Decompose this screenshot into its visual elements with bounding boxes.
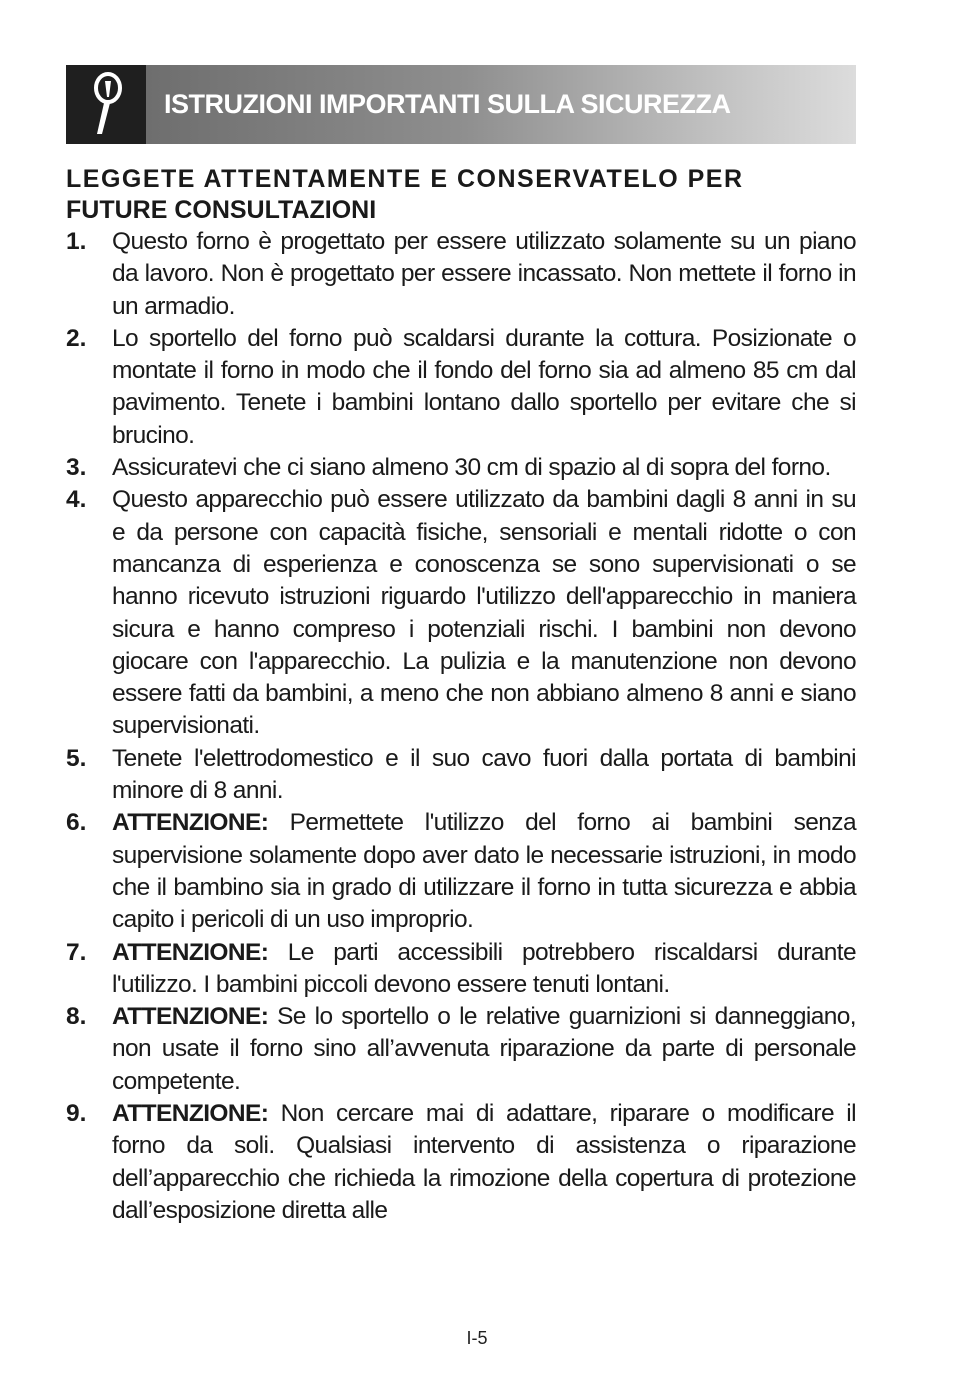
item-number: 6.: [66, 809, 87, 837]
item-text: Questo apparecchio può essere utilizzato da bambini dagli 8 anni in su e da persone con capacità fisiche, sensoriali e mentali ridotte o con mancanza di esperienza e conoscenza se sono supervisionati o se hanno ricevuto istruzioni riguardo l'utilizzo dell'apparecchio in maniera sicura e hanno compreso i potenziali rischi. I bambini non devono giocare con l'apparecchio. La pulizia e la manutenzione non devono essere fatti da bambini, a meno che non abbiano almeno 8 anni e siano supervisionati.: [112, 486, 856, 740]
list-item: [66, 1001, 856, 1098]
item-number: 2.: [66, 324, 87, 352]
page-title: ISTRUZIONI IMPORTANTI SULLA SICUREZZA: [164, 89, 731, 119]
document-body: [66, 164, 856, 1227]
item-text: Assicuratevi che ci siano almeno 30 cm di spazio al di sopra del forno.: [112, 454, 831, 482]
list-item: [66, 743, 856, 808]
item-number: 1.: [66, 228, 87, 255]
list-item: [66, 226, 856, 323]
list-item: [66, 323, 856, 452]
subtitle-line-2: FUTURE CONSULTAZIONI: [66, 196, 377, 224]
header-band: [146, 65, 856, 144]
warning-label: ATTENZIONE:: [112, 1003, 278, 1031]
warning-label: ATTENZIONE:: [112, 1100, 281, 1128]
page-number: I-5: [466, 1328, 488, 1348]
warning-label: ATTENZIONE:: [112, 809, 290, 837]
item-text: Lo sportello del forno può scaldarsi durante la cottura. Posizionate o montate il forno in modo che il fondo del forno sia ad almeno 85 cm dal pavimento. Tenete i bambini lontano dallo sportello per evitare che si brucino.: [112, 324, 856, 449]
item-text: Tenete l'elettrodomestico e il suo cavo fuori dalla portata di bambini minore di 8 anni.: [112, 744, 856, 805]
item-number: 8.: [66, 1003, 87, 1031]
item-text: Le parti accessibili potrebbero riscaldarsi durante l'utilizzo. I bambini piccoli devono essere tenuti lontani.: [112, 938, 856, 998]
item-number: 5.: [66, 744, 87, 772]
list-item: [66, 1098, 856, 1227]
section-header: [66, 65, 856, 144]
item-text: Permettete l'utilizzo del forno ai bambini senza supervisione solamente dopo aver dato le necessarie istruzioni, in modo che il bambino sia in grado di utilizzare il forno in tutta sicurezza e abbia capito i pericoli di un uso improprio.: [112, 809, 856, 934]
list-item: [66, 452, 856, 484]
item-number: 7.: [66, 938, 87, 966]
section-subtitle: [66, 164, 856, 226]
item-number: 9.: [66, 1100, 87, 1128]
safety-instructions-list: [66, 226, 856, 1227]
item-text: Questo forno è progettato per essere utilizzato solamente su un piano da lavoro. Non è progettato per essere incassato. Non mettete il forno in un armadio.: [112, 228, 856, 320]
subtitle-line-1: LEGGETE ATTENTAMENTE E CONSERVATELO PER: [66, 165, 744, 193]
item-text: Se lo sportello o le relative guarnizioni si danneggiano, non usate il forno sino all’avvenuta riparazione da parte di personale competente.: [112, 1003, 856, 1095]
item-number: 4.: [66, 486, 87, 514]
item-number: 3.: [66, 454, 87, 482]
warning-label: ATTENZIONE:: [112, 938, 288, 966]
list-item: [66, 807, 856, 936]
list-item: [66, 484, 856, 742]
item-text: Non cercare mai di adattare, riparare o modificare il forno da soli. Qualsiasi intervento di assistenza o riparazione dell’apparecchio che richieda la rimozione della copertura di protezione dall’esposizione diretta alle: [112, 1100, 856, 1224]
info-exclamation-icon: [66, 65, 146, 144]
list-item: [66, 937, 856, 1002]
